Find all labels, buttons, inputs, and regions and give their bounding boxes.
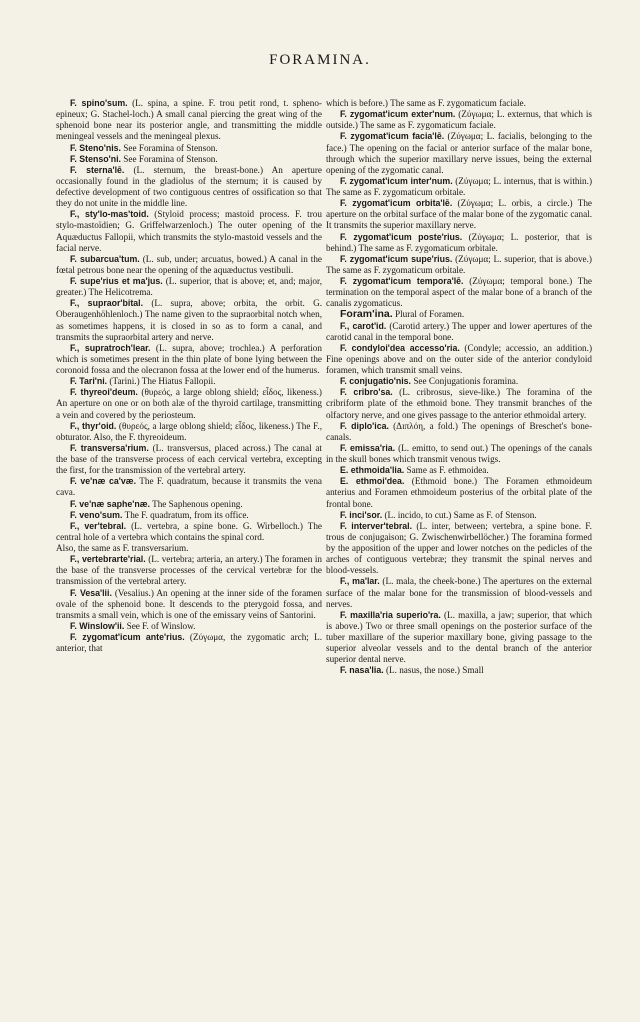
- entry-definition: See F. of Winslow.: [124, 620, 196, 631]
- entry-term: F. transversa'rium.: [70, 442, 149, 453]
- dictionary-entry: [326, 465, 592, 476]
- entry-term: F., thyr'oid.: [70, 420, 117, 431]
- dictionary-entry: [56, 632, 322, 654]
- dictionary-entry: [326, 309, 592, 320]
- entry-definition: (Ζύγωμα, the zygomatic arch; L. anterior, that: [56, 632, 323, 654]
- entry-term: F., sty'lo-mas'toid.: [70, 209, 149, 220]
- entry-term: F. zygomat'icum poste'rius.: [340, 231, 463, 242]
- dictionary-entry: [326, 276, 592, 309]
- two-column-body: [56, 98, 592, 677]
- entry-definition: (Vesalius.) An opening at the inner side of the foramen ovale of the sphenoid bone. It descends to the pterygoid fossa, and transmits a small vein, which is one of the emissary veins of Santorini.: [56, 587, 322, 620]
- entry-term: F., supratroch'lear.: [70, 342, 151, 353]
- entry-term: E. ethmoida'lia.: [340, 465, 405, 476]
- entry-definition: (L. sternum, the breast-bone.) An aperture occasionally found in the gladiolus of the sternum; it is caused by defective development of two contiguous centres of ossification so that they do not unite in the middle line.: [56, 164, 322, 209]
- dictionary-entry: [326, 176, 592, 198]
- entry-term: F. thyreoi'deum.: [70, 387, 138, 398]
- entry-term: F., vertebrarte'rial.: [70, 554, 146, 565]
- entry-term: F. inci'sor.: [340, 509, 383, 520]
- entry-definition: See Conjugationis foramina.: [411, 376, 519, 387]
- entry-term: F., supraor'bital.: [70, 298, 144, 309]
- entry-term: F. spino'sum.: [70, 98, 128, 108]
- entry-definition: (L. vertebra, a spine bone. G. Wirbelloch.) The central hole of a vertebra which contains the spinal cord.: [56, 520, 322, 542]
- entry-continuation: Also, the same as F. transversarium.: [56, 543, 189, 553]
- dictionary-entry: [56, 443, 322, 476]
- entry-term: F. interver'tebral.: [340, 520, 413, 531]
- entry-definition: (L. supra, above; orbita, the orbit. G. Oberaugenhöhlenloch.) The name given to the supraorbital notch when, as sometimes happens, it is closed in so as to form a canal, and transmits the supraorbital artery and nerve.: [56, 298, 322, 342]
- entry-term: E. ethmoi'dea.: [340, 476, 405, 487]
- dictionary-entry: [56, 554, 322, 587]
- dictionary-entry: [326, 443, 592, 465]
- entry-definition: (Ethmoid bone.) The Foramen ethmoideum anterius and Foramen ethmoideum posterius of the orbital plate of the frontal bone.: [326, 476, 592, 509]
- dictionary-entry: [326, 665, 592, 676]
- entry-definition: (Tarini.) The Hiatus Fallopii.: [107, 376, 216, 387]
- dictionary-entry: [56, 499, 322, 510]
- entry-definition: Same as F. ethmoidea.: [404, 465, 489, 476]
- entry-term: F. veno'sum.: [70, 509, 123, 520]
- dictionary-entry: [326, 198, 592, 231]
- dictionary-entry: [326, 343, 592, 376]
- entry-definition: Plural of Foramen.: [392, 309, 465, 320]
- entry-definition: (L. mala, the cheek-bone.) The apertures on the external surface of the malar bone for the transmission of blood-vessels and nerves.: [326, 576, 592, 609]
- page-title: FORAMINA.: [269, 52, 371, 68]
- entry-term: F., ma'lar.: [340, 576, 380, 587]
- dictionary-entry: [56, 376, 322, 387]
- entry-definition: (θυρεός, a large oblong shield; εἶδος, likeness.) An aperture on one or on both alæ of the thyroid cartilage, transmitting a vein and covered by the periosteum.: [56, 387, 322, 420]
- dictionary-entry: [326, 232, 592, 254]
- entry-definition: (Ζύγωμα; L. internus, that is within.) The same as F. zygomaticum orbitale.: [326, 175, 593, 197]
- dictionary-entry: [56, 254, 322, 276]
- dictionary-entry: [56, 209, 322, 254]
- dictionary-entry: [56, 521, 322, 543]
- entry-definition: (L. transversus, placed across.) The canal at the base of the transverse process of each cervical vertebra, excepting the first, for the transmission of the vertebral artery.: [56, 442, 322, 476]
- entry-definition: (Ζύγωμα; L. facialis, belonging to the face.) The opening on the facial or anterior surface of the malar bone, through which the superior maxillary nerve issues, being the external opening of the zygomatic canal.: [326, 131, 592, 175]
- dictionary-entry: [326, 610, 592, 666]
- entry-term: F. Winslow'ii.: [70, 620, 125, 631]
- entry-term: F. Steno'nis.: [70, 142, 121, 153]
- entry-definition: (Ζύγωμα; L. posterior, that is behind.) The same as F. zygomaticum orbitale.: [326, 231, 592, 253]
- dictionary-entry: [56, 276, 322, 298]
- entry-term: F. Tari'ni.: [70, 376, 108, 387]
- entry-definition: (L. spina, a spine. F. trou petit rond, t. spheno-epineux; G. Stachel-loch.) A small canal piercing the great wing of the sphenoid bone near its posterior angle, and transmitting the middle meningeal vessels and the meningeal plexus.: [56, 98, 322, 142]
- entry-definition: (Ζύγωμα; L. superior, that is above.) The same as F. zygomaticum orbitale.: [326, 253, 592, 275]
- entry-definition: (Carotid artery.) The upper and lower apertures of the carotid canal in the temporal bone.: [326, 320, 592, 342]
- dictionary-entry: [56, 621, 322, 632]
- left-column: [56, 98, 322, 677]
- entry-definition: (L. incido, to cut.) Same as F. of Stenson.: [382, 509, 537, 520]
- dictionary-entry: [56, 510, 322, 521]
- dictionary-entry: [56, 476, 322, 498]
- entry-term: F. zygomat'icum supe'rius.: [340, 253, 453, 264]
- dictionary-entry: [56, 298, 322, 343]
- entry-term: F. conjugatio'nis.: [340, 376, 412, 387]
- entry-term: F. Vesa'lii.: [70, 587, 112, 598]
- entry-definition: See Foramina of Stenson.: [120, 142, 218, 153]
- entry-term: F. Stenso'ni.: [70, 153, 121, 164]
- dictionary-entry: [326, 421, 592, 443]
- dictionary-entry: [56, 165, 322, 210]
- entry-definition: (L. maxilla, a jaw; superior, that which is above.) Two or three small openings on the posterior surface of the tuber maxillare of the superior maxillary bone, giving passage to the superior alveolar vessels and to the dental branch of the anterior superior dental nerve.: [326, 609, 592, 665]
- right-column: [326, 98, 592, 677]
- entry-definition: (L. emitto, to send out.) The openings of the canals in the skull bones which transmit venous twigs.: [326, 442, 593, 464]
- entry-definition: The F. quadratum, because it transmits the vena cava.: [56, 476, 322, 498]
- entry-definition: (L. sub, under; arcuatus, bowed.) A canal in the fœtal petrous bone near the opening of the aquæductus vestibuli.: [56, 253, 322, 275]
- entry-definition: (L. supra, above; trochlea.) A perforation which is sometimes present in the thin plate of bone lying between the coronoid fossa and the olecranon fossa at the lower end of the humerus.: [56, 342, 322, 375]
- entry-term: F. cribro'sa.: [340, 387, 393, 398]
- dictionary-entry: [56, 98, 322, 143]
- entry-definition: The F. quadratum, from its office.: [122, 509, 249, 520]
- dictionary-entry: [326, 254, 592, 276]
- entry-term: F. supe'rius et ma'jus.: [70, 276, 163, 286]
- entry-definition: (Ζύγωμα; L. orbis, a circle.) The aperture on the orbital surface of the malar bone of the zygomatic canal. It transmits the superior maxillary nerve.: [326, 198, 592, 231]
- dictionary-entry: [56, 421, 322, 443]
- dictionary-entry: [326, 387, 592, 420]
- entry-term: F., ver'tebral.: [70, 520, 127, 531]
- dictionary-entry: [326, 321, 592, 343]
- entry-term: F. zygomat'icum facia'lē.: [340, 131, 445, 142]
- entry-continuation: which is before.) The same as F. zygomaticum faciale.: [326, 98, 526, 108]
- dictionary-entry: [56, 588, 322, 621]
- entry-term: F. sterna'lē.: [70, 164, 125, 175]
- entry-definition: (θυρεός, a large oblong shield; εἶδος, likeness.) The F., obturator. Also, the F. thyreoideum.: [56, 420, 322, 442]
- entry-term: F. zygomat'icum orbita'lē.: [340, 198, 453, 209]
- entry-definition: (L. nasus, the nose.) Small: [383, 665, 484, 676]
- entry-term: F. ve'næ ca'væ.: [70, 476, 137, 487]
- dictionary-entry: [326, 510, 592, 521]
- dictionary-entry: [56, 154, 322, 165]
- entry-definition: (Ζύγωμα; L. externus, that which is outside.) The same as F. zygomaticum faciale.: [326, 109, 592, 131]
- entry-definition: (L. vertebra; arteria, an artery.) The foramen in the base of the transverse processes of the cervical vertebræ for the transmission of the vertebral artery.: [56, 554, 323, 587]
- entry-term: F. maxilla'ria superio'ra.: [340, 609, 441, 620]
- entry-definition: (Διπλόη, a fold.) The openings of Breschet's bone-canals.: [326, 420, 592, 442]
- entry-term: F. nasa'lia.: [340, 665, 384, 676]
- dictionary-entry: [326, 131, 592, 176]
- entry-term: F. emissa'ria.: [340, 442, 396, 453]
- entry-definition: (Condyle; accessio, an addition.) Fine openings above and on the outer side of the anterior condyloid foramen, which transmit small veins.: [326, 342, 593, 375]
- entry-term: F., carot'id.: [340, 320, 387, 331]
- dictionary-entry: [56, 143, 322, 154]
- dictionary-entry: [326, 376, 592, 387]
- entry-definition: (L. superior, that is above; et, and; major, greater.) The Helicotrema.: [56, 276, 322, 298]
- entry-definition: (Ζύγωμα; temporal bone.) The termination on the temporal aspect of the malar bone of a branch of the canalis zygomaticus.: [326, 276, 592, 309]
- dictionary-entry: [326, 521, 592, 577]
- entry-term: F. diplo'ica.: [340, 420, 389, 431]
- entry-term: F. zygomat'icum inter'num.: [340, 175, 453, 186]
- entry-definition: (Styloid process; mastoid process. F. trou stylo-mastoïdien; G. Griffelwarzenloch.) The outer opening of the Aquæductus Fallopii, which transmits the stylo-mastoid vessels and the facial nerve.: [56, 209, 322, 253]
- dictionary-entry: [326, 109, 592, 131]
- entry-term: F. zygomat'icum tempora'lē.: [340, 276, 464, 286]
- entry-term: F. subarcua'tum.: [70, 253, 140, 264]
- entry-term: F. ve'næ saphe'næ.: [70, 498, 150, 509]
- entry-definition: (L. cribrosus, sieve-like.) The foramina of the cribriform plate of the ethmoid bone. They transmit branches of the olfactory nerve, and one gives passage to the anterior ethmoidal artery.: [326, 387, 592, 420]
- entry-term: Foram'ina.: [340, 308, 393, 321]
- dictionary-entry: [56, 343, 322, 376]
- entry-definition: (L. inter, between; vertebra, a spine bone. F. trous de conjugaison; G. Zwischenwirbellöcher.) The foramina formed by the apposition of the upper and lower notches on the pedicles of the arches of contiguous vertebræ; they transmit the spinal nerves and blood-vessels.: [326, 520, 592, 576]
- entry-term: F. condyloi'dea accesso'ria.: [340, 342, 460, 353]
- entry-term: F. zygomat'icum ante'rius.: [70, 632, 185, 642]
- dictionary-entry: [326, 476, 592, 509]
- dictionary-entry: [56, 387, 322, 420]
- entry-definition: The Saphenous opening.: [149, 498, 243, 509]
- entry-definition: See Foramina of Stenson.: [120, 153, 218, 164]
- entry-term: F. zygomat'icum exter'num.: [340, 109, 456, 120]
- dictionary-entry: [326, 576, 592, 609]
